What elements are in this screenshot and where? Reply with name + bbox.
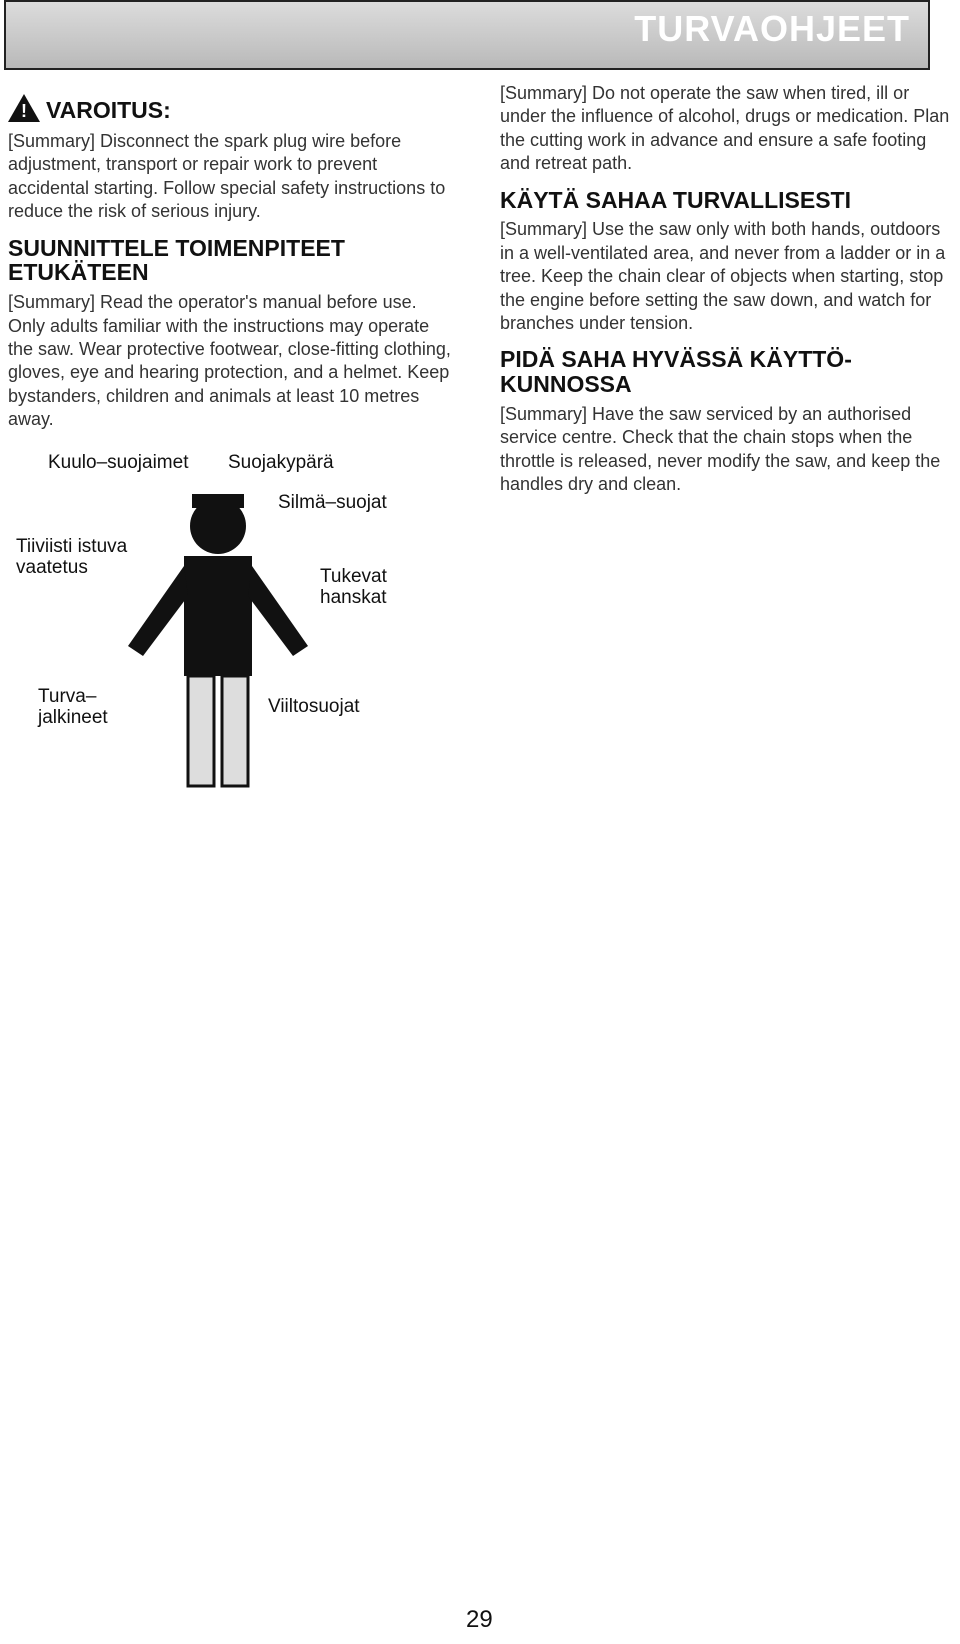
page-title: TURVAOHJEET <box>634 8 910 49</box>
use-summary: [Summary] Use the saw only with both hands, outdoors in a well-ventilated area, and never from a ladder or in a tree. Keep the chain clear of objects when starting, stop the engine before setting the saw down, and watch for branches under tension. <box>500 219 946 333</box>
figure-label-helmet: Suojakypärä <box>228 451 334 473</box>
protective-gear-illustration <box>8 446 456 806</box>
title-bar <box>4 0 930 70</box>
figure-label-hearing: Kuulo–suojaimet <box>48 451 189 473</box>
warning-summary: [Summary] Disconnect the spark plug wire before adjustment, transport or repair work to prevent accidental starting. Follow special safety instructions to reduce the risk of serious injury. <box>8 131 446 222</box>
heading-use: KÄYTÄ SAHAA TURVALLISESTI <box>500 186 851 213</box>
figure-label-gloves: Tukevat hanskat <box>320 565 387 609</box>
figure-label-clothing: Tiiviisti istuva vaatetus <box>16 535 128 579</box>
right-column <box>500 82 952 505</box>
figure-label-eyes: Silmä–suojat <box>278 491 387 513</box>
heading-plan: SUUNNITTELE TOIMENPITEET ETUKÄTEEN <box>8 234 345 286</box>
figure-label-boots: Turva–jalkineet <box>38 685 108 729</box>
warning-heading: !VAROITUS: <box>8 94 456 124</box>
maintain-summary: [Summary] Have the saw serviced by an authorised service centre. Check that the chain stops when the throttle is released, never modify the saw, and keep the handles dry and clean. <box>500 404 941 495</box>
protective-gear-figure <box>8 446 456 806</box>
figure-label-cut-protection: Viiltosuojat <box>268 695 360 717</box>
page-number: 29 <box>466 1606 493 1633</box>
heading-maintain: PIDÄ SAHA HYVÄSSÄ KÄYTTÖKUNNOSSA <box>500 346 852 398</box>
fitness-summary: [Summary] Do not operate the saw when tired, ill or under the influence of alcohol, drugs or medication. Plan the cutting work in advance and ensure a safe footing and retreat path. <box>500 83 950 174</box>
warning-icon <box>8 94 40 122</box>
left-column <box>8 82 456 820</box>
plan-summary: [Summary] Read the operator's manual before use. Only adults familiar with the instructions may operate the saw. Wear protective footwear, close-fitting clothing, gloves, eye and hearing protection, and a helmet. Keep bystanders, children and animals at least 10 metres away. <box>8 292 451 430</box>
